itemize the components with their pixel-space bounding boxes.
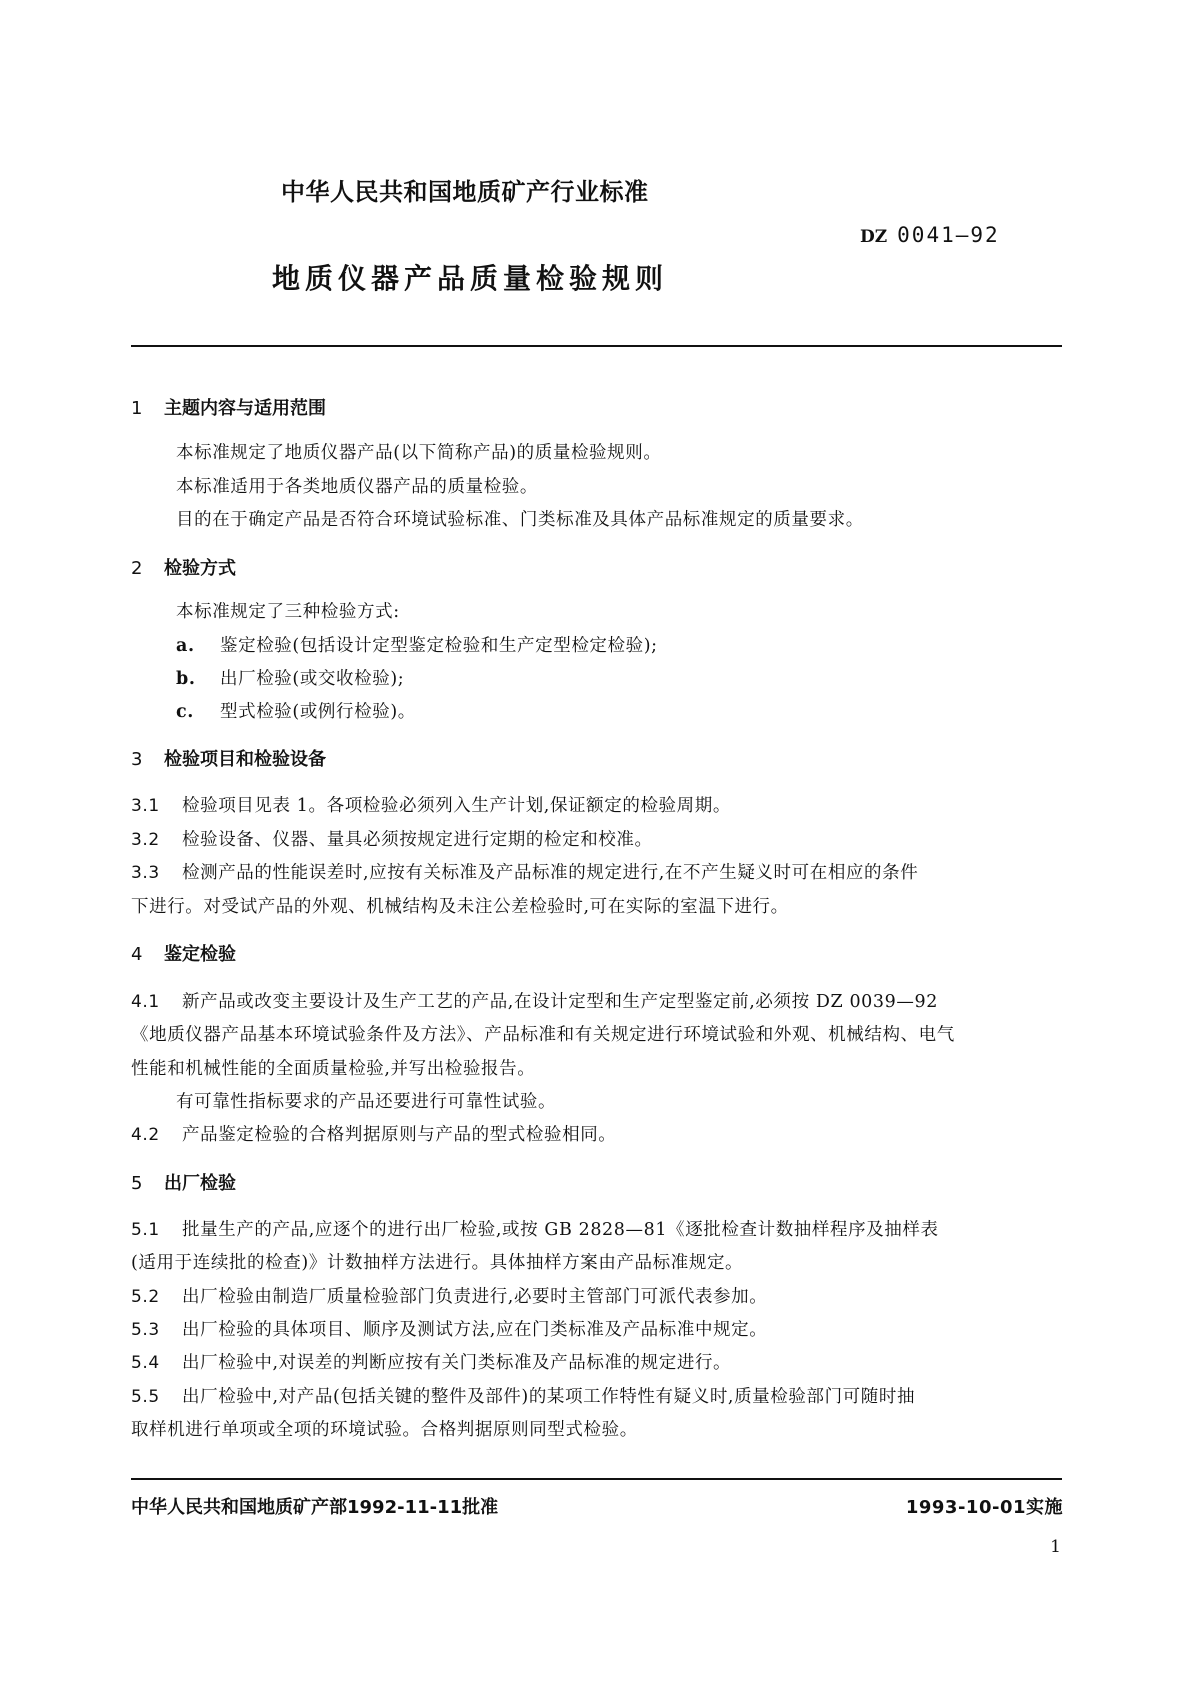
document-title: 地质仪器产品质量检验规则 — [272, 262, 669, 295]
standard-code — [860, 223, 1000, 247]
clause-number: 5.3 — [131, 1320, 160, 1340]
list-item — [176, 665, 404, 690]
clause-number: 5.1 — [131, 1220, 160, 1240]
clause-3-2 — [131, 826, 653, 851]
clause-text: 产品鉴定检验的合格判据原则与产品的型式检验相同。 — [182, 1125, 617, 1145]
clause-text: 出厂检验的具体项目、顺序及测试方法,应在门类标准及产品标准中规定。 — [182, 1320, 768, 1340]
list-text: 鉴定检验(包括设计定型鉴定检验和生产定型检定检验); — [220, 636, 658, 656]
approval-note: 中华人民共和国地质矿产部1992-11-11批准 — [131, 1497, 499, 1518]
clause-5-2 — [131, 1283, 767, 1308]
clause-number: 3.2 — [131, 830, 160, 850]
clause-5-1-continued: (适用于连续批的检查)》计数抽样方法进行。具体抽样方案由产品标准规定。 — [131, 1253, 744, 1273]
section-title: 检验方式 — [164, 558, 236, 579]
clause-5-3 — [131, 1316, 767, 1341]
clause-number: 3.1 — [131, 796, 160, 816]
list-marker: a. — [176, 636, 195, 656]
clause-3-3 — [131, 859, 918, 884]
clause-5-5 — [131, 1383, 915, 1408]
section-title: 主题内容与适用范围 — [164, 398, 326, 419]
section-1-paragraph-3: 目的在于确定产品是否符合环境试验标准、门类标准及具体产品标准规定的质量要求。 — [176, 510, 864, 530]
list-item — [176, 632, 658, 657]
clause-4-1-extra: 有可靠性指标要求的产品还要进行可靠性试验。 — [176, 1092, 557, 1112]
clause-text: 出厂检验中,对误差的判断应按有关门类标准及产品标准的规定进行。 — [182, 1353, 732, 1373]
clause-5-5-continued: 取样机进行单项或全项的环境试验。合格判据原则同型式检验。 — [131, 1420, 638, 1440]
clause-number: 5.5 — [131, 1387, 160, 1407]
section-number: 2 — [131, 558, 143, 579]
section-2-heading — [131, 554, 236, 580]
section-4-heading — [131, 940, 236, 966]
footer-divider — [131, 1478, 1062, 1480]
section-number: 1 — [131, 398, 143, 419]
section-1-paragraph-2: 本标准适用于各类地质仪器产品的质量检验。 — [176, 477, 538, 497]
list-marker: b. — [176, 669, 196, 689]
section-title: 出厂检验 — [164, 1173, 236, 1194]
section-title: 检验项目和检验设备 — [164, 749, 326, 770]
clause-text: 出厂检验由制造厂质量检验部门负责进行,必要时主管部门可派代表参加。 — [182, 1287, 768, 1307]
standard-title: 中华人民共和国地质矿产行业标准 — [281, 178, 649, 206]
clause-5-4 — [131, 1349, 731, 1374]
clause-text: 检测产品的性能误差时,应按有关标准及产品标准的规定进行,在不产生疑义时可在相应的条件 — [182, 863, 919, 883]
list-item — [176, 698, 416, 723]
clause-3-1 — [131, 792, 731, 817]
clause-number: 4.2 — [131, 1125, 160, 1145]
section-1-paragraph-1: 本标准规定了地质仪器产品(以下简称产品)的质量检验规则。 — [176, 443, 662, 463]
list-marker: c. — [176, 702, 194, 722]
section-1-heading — [131, 394, 326, 420]
clause-text: 批量生产的产品,应逐个的进行出厂检验,或按 GB 2828—81《逐批检查计数抽样程序及抽样表 — [182, 1220, 939, 1240]
list-text: 出厂检验(或交收检验); — [220, 669, 405, 689]
clause-text: 检验设备、仪器、量具必须按规定进行定期的检定和校准。 — [182, 830, 653, 850]
section-title: 鉴定检验 — [164, 944, 236, 965]
clause-4-2 — [131, 1121, 616, 1146]
clause-4-1-continued: 性能和机械性能的全面质量检验,并写出检验报告。 — [131, 1059, 536, 1079]
standard-code-number: 0041—92 — [897, 223, 1000, 247]
section-2-intro: 本标准规定了三种检验方式: — [176, 602, 400, 622]
clause-3-3-continued: 下进行。对受试产品的外观、机械结构及未注公差检验时,可在实际的室温下进行。 — [131, 897, 789, 917]
clause-number: 3.3 — [131, 863, 160, 883]
clause-5-1 — [131, 1216, 939, 1241]
section-number: 5 — [131, 1173, 143, 1194]
effective-date: 1993-10-01实施 — [905, 1497, 1063, 1518]
clause-text: 出厂检验中,对产品(包括关键的整件及部件)的某项工作特性有疑义时,质量检验部门可随时抽 — [182, 1387, 916, 1407]
standard-code-prefix: DZ — [860, 227, 888, 247]
list-text: 型式检验(或例行检验)。 — [220, 702, 416, 722]
section-5-heading — [131, 1169, 236, 1195]
page-number: 1 — [1050, 1537, 1061, 1557]
clause-4-1-continued: 《地质仪器产品基本环境试验条件及方法》、产品标准和有关规定进行环境试验和外观、机械结构、电气 — [131, 1025, 955, 1045]
clause-text: 新产品或改变主要设计及生产工艺的产品,在设计定型和生产定型鉴定前,必须按 DZ 0039—92 — [182, 992, 938, 1012]
section-number: 3 — [131, 749, 143, 770]
clause-number: 5.2 — [131, 1287, 160, 1307]
section-number: 4 — [131, 944, 143, 965]
header-divider — [131, 345, 1062, 347]
clause-number: 4.1 — [131, 992, 160, 1012]
clause-number: 5.4 — [131, 1353, 160, 1373]
section-3-heading — [131, 745, 326, 771]
clause-text: 检验项目见表 1。各项检验必须列入生产计划,保证额定的检验周期。 — [182, 796, 731, 816]
clause-4-1 — [131, 988, 938, 1013]
